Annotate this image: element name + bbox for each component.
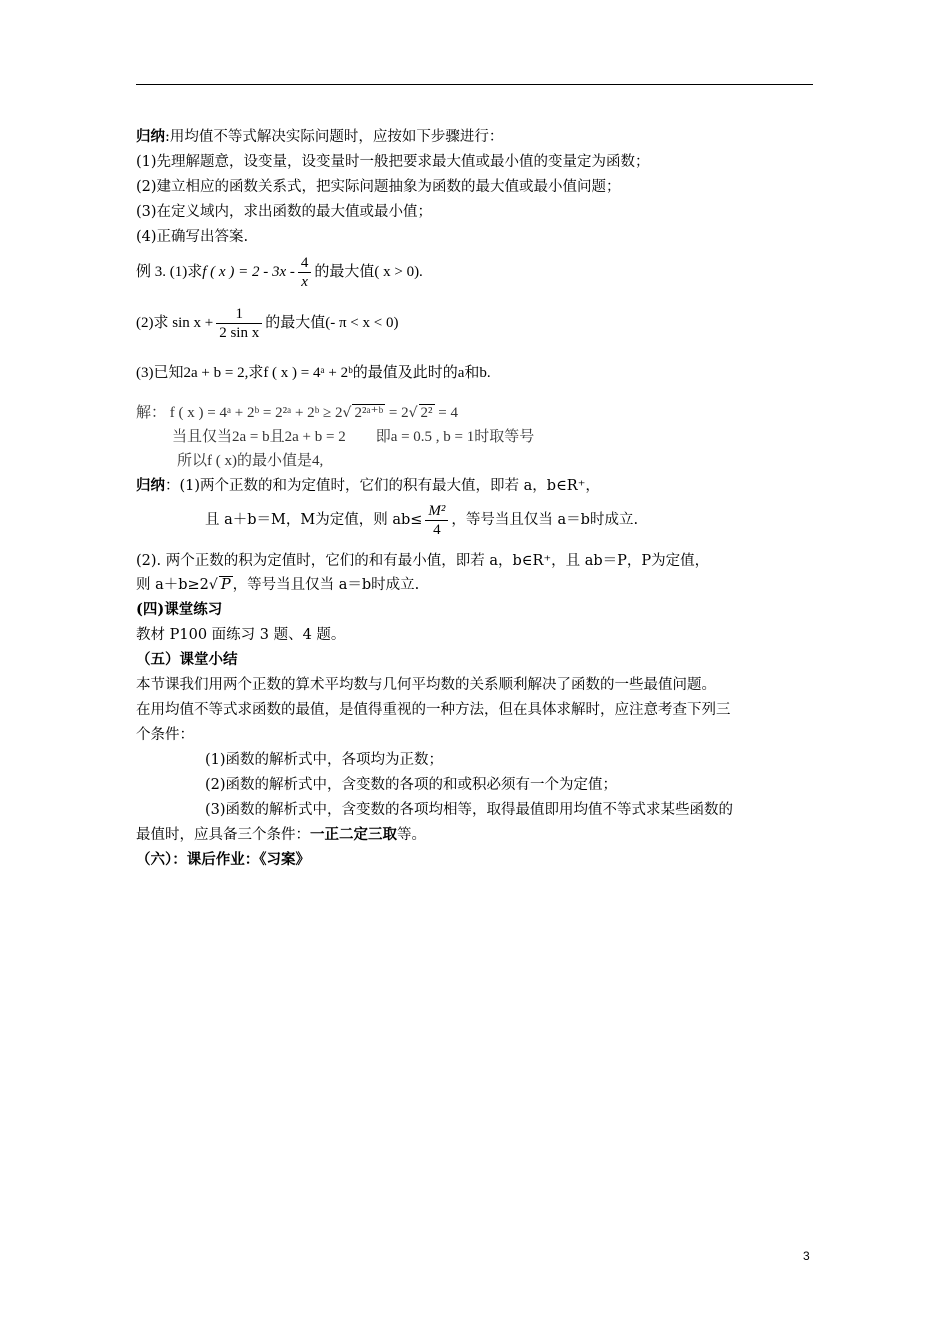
section5-para-3: 个条件： — [136, 727, 194, 743]
summary2-radicand: P — [220, 577, 231, 593]
example3-p1-suffix: 的最大值( x > 0). — [314, 264, 423, 280]
section5-para-2: 在用均值不等式求函数的最值，是值得重视的一种方法，但在具体求解时，应注意考查下列三 — [136, 702, 731, 718]
summary2-text1: ：(1)两个正数的和为定值时，它们的积有最大值，即若 a，b∈R⁺， — [165, 478, 600, 494]
section5-condition-3: (3)函数的解析式中，含变数的各项均相等，取得最值即用均值不等式求某些函数的 — [205, 802, 734, 818]
summary2-text2-post: ，等号当且仅当 a＝b时成立. — [451, 512, 639, 528]
summary1-step-1: (1)先理解题意，设变量，设变量时一般把要求最大值或最小值的变量定为函数； — [136, 154, 650, 170]
summary1-step-4: (4)正确写出答案. — [136, 229, 249, 245]
solution-expr-b: = 2 — [385, 405, 409, 421]
example3-p2-suffix: 的最大值(- π < x < 0) — [265, 315, 399, 331]
solution-radicand-2: 2² — [420, 405, 433, 421]
fraction-denominator: x — [301, 274, 308, 291]
header-rule — [136, 84, 813, 85]
summary2-text4-pre: 则 a＋b≥2 — [136, 577, 209, 593]
section4-heading: (四)课堂练习 — [136, 601, 223, 618]
summary1-label: 归纳 — [136, 128, 165, 145]
fraction-numerator: 4 — [298, 254, 312, 273]
solution-line-3: 所以f ( x)的最小值是4, — [177, 453, 324, 469]
summary2-line-4 — [136, 575, 419, 595]
summary1-step-2: (2)建立相应的函数关系式，把实际问题抽象为函数的最大值或最小值问题； — [136, 179, 621, 195]
solution-radicand-1: 2²ᵃ⁺ᵇ — [354, 405, 384, 421]
section5-para-1: 本节课我们用两个正数的算术平均数与几何平均数的关系顺利解决了函数的一些最值问题。 — [136, 677, 716, 693]
solution-expr-a: 解： f ( x ) = 4ᵃ + 2ᵇ = 2²ᵃ + 2ᵇ ≥ 2 — [136, 405, 343, 421]
summary1-step-3: (3)在定义域内，求出函数的最大值或最小值； — [136, 204, 433, 220]
fraction-denominator: 4 — [433, 521, 441, 538]
example3-part2 — [136, 305, 398, 342]
section6-heading: （六）：课后作业：《习案》 — [136, 851, 310, 868]
solution-line-2: 当且仅当2a = b且2a + b = 2 即a = 0.5 , b = 1时取等号 — [172, 429, 535, 445]
example3-part3: (3)已知2a + b = 2,求f ( x ) = 4ᵃ + 2ᵇ的最值及此时的a和b. — [136, 365, 491, 381]
example3-p2-fraction — [216, 305, 262, 342]
condition-text-pre: 最值时，应具备三个条件： — [136, 827, 310, 843]
section5-condition-3-cont — [136, 825, 426, 845]
radical-sign-icon: √ — [208, 577, 218, 593]
section5-heading: （五）课堂小结 — [136, 651, 238, 668]
summary2-fraction — [425, 502, 448, 539]
fraction-numerator: 1 — [216, 305, 262, 324]
fraction-denominator: 2 sin x — [219, 325, 260, 342]
solution-line-1 — [136, 403, 458, 423]
page-number: 3 — [803, 1249, 810, 1263]
summary2-label: 归纳 — [136, 477, 165, 494]
example3-p1-func: f ( x ) = 2 - 3x - — [202, 264, 295, 280]
summary1-text: :用均值不等式解决实际问题时，应按如下步骤进行： — [165, 129, 504, 145]
example3-p2-prefix: (2)求 sin x + — [136, 315, 214, 331]
section5-condition-2: (2)函数的解析式中，含变数的各项的和或积必须有一个为定值； — [205, 777, 618, 793]
section4-text: 教材 P100 面练习 3 题、4 题。 — [136, 627, 346, 643]
fraction-numerator: M² — [425, 502, 448, 521]
radical-sign-icon: √ — [342, 405, 352, 421]
summary2-line-3: (2). 两个正数的积为定值时，它们的和有最小值，即若 a，b∈R⁺，且 ab＝P，P为定值， — [136, 553, 710, 569]
summary2-text2-pre: 且 a＋b＝M，M为定值，则 ab≤ — [205, 512, 423, 528]
example3-label: 例 3. — [136, 264, 167, 280]
condition-text-post: 等。 — [397, 827, 426, 843]
solution-expr-c: = 4 — [434, 405, 458, 421]
section5-condition-1: (1)函数的解析式中，各项均为正数； — [205, 752, 444, 768]
condition-text-bold: 一正二定三取 — [310, 826, 397, 843]
example3-p1-fraction — [298, 254, 312, 291]
summary2-text4-post: ，等号当且仅当 a＝b时成立. — [232, 577, 420, 593]
summary2-line-2 — [205, 500, 638, 540]
example3-part1 — [136, 254, 423, 291]
summary1-intro — [136, 127, 503, 147]
summary2-line-1 — [136, 476, 600, 496]
example3-p1-prefix: (1)求 — [169, 264, 203, 280]
radical-sign-icon: √ — [408, 405, 418, 421]
